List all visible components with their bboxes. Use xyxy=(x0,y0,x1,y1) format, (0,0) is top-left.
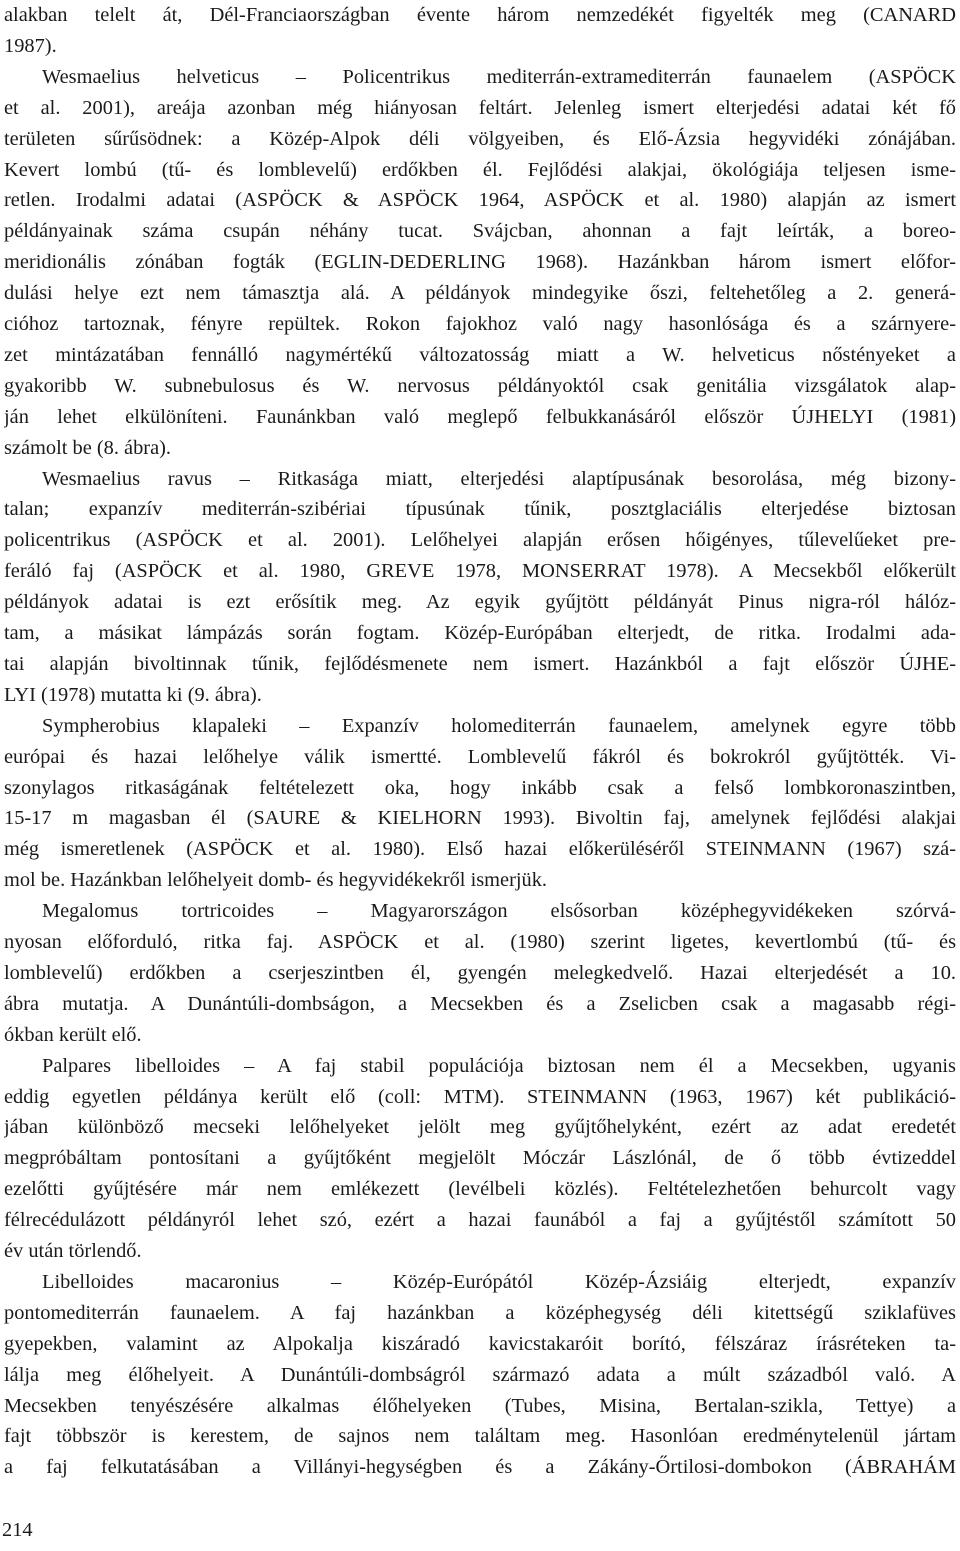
text-line: et al. 2001), areája azonban még hiányosan feltárt. Jelenleg ismert elterjedési adatai két fő xyxy=(4,96,956,119)
text-line: Wesmaelius helveticus – Policentrikus mediterrán-extramediterrán faunaelem (ASPÖCK xyxy=(42,65,956,88)
text-line: eddig egyetlen példánya került elő (coll: MTM). STEINMANN (1963, 1967) két publikáció- xyxy=(4,1085,956,1108)
text-line: Kevert lombú (tű- és lomblevelű) erdőkben él. Fejlődési alakjai, ökológiája teljesen isme- xyxy=(4,158,956,181)
text-line: tai alapján bivoltinnak tűnik, fejlődésmenete nem ismert. Hazánkból a fajt először ÚJHE- xyxy=(4,652,956,675)
text-line: talan; expanzív mediterrán-szibériai típusúnak tűnik, posztglaciális elterjedése biztosan xyxy=(4,498,956,521)
text-line: példányainak száma csupán néhány tucat. Svájcban, ahonnan a fajt leírták, a boreo- xyxy=(4,220,956,243)
text-line: lálja meg élőhelyeit. A Dunántúli-dombságról származó adata a múlt századból való. A xyxy=(4,1363,956,1386)
text-line: policentrikus (ASPÖCK et al. 2001). Lelőhelyei alapján erősen hőigényes, tűlevelűeket pre- xyxy=(4,529,956,552)
text-line: Wesmaelius ravus – Ritkasága miatt, elterjedési alaptípusának besorolása, még bizony- xyxy=(42,467,956,490)
text-line: gyakoribb W. subnebulosus és W. nervosus példányoktól csak genitália vizsgálatok alap- xyxy=(4,374,956,397)
text-line: mol be. Hazánkban lelőhelyeit domb- és hegyvidékekről ismerjük. xyxy=(4,869,548,892)
text-line: zet mintázatában fennálló nagymértékű változatosság miatt a W. helveticus nőstényeket a xyxy=(4,343,956,366)
text-line: 15-17 m magasban él (SAURE & KIELHORN 1993). Bivoltin faj, amelynek fejlődési alakjai xyxy=(4,807,956,830)
text-line: pontomediterrán faunaelem. A faj hazánkban a középhegység déli kitettségű sziklafüves xyxy=(4,1301,956,1324)
text-line: jában különböző mecseki lelőhelyeket jelölt meg gyűjtőhelyként, ezért az adat eredetét xyxy=(4,1116,956,1139)
text-line: alakban telelt át, Dél-Franciaországban évente három nemzedékét figyelték meg (CANARD xyxy=(4,4,956,26)
text-line: retlen. Irodalmi adatai (ASPÖCK & ASPÖCK 1964, ASPÖCK et al. 1980) alapján az ismert xyxy=(4,189,956,212)
text-line: ezelőtti gyűjtésére már nem emlékezett (levélbeli közlés). Feltételezhetően behurcolt vagy xyxy=(4,1178,956,1201)
text-line: gyepekben, valamint az Alpokalja kiszáradó kavicstakaróit borító, félszáraz írásréteken ta- xyxy=(4,1332,956,1355)
text-line: területen sűrűsödnek: a Közép-Alpok déli völgyeiben, és Elő-Ázsia hegyvidéki zónájában. xyxy=(4,127,956,150)
text-line: dulási helye ezt nem támasztja alá. A példányok mindegyike őszi, feltehetőleg a 2. generá- xyxy=(4,282,956,305)
text-line: Palpares libelloides – A faj stabil populációja biztosan nem él a Mecsekben, ugyanis xyxy=(42,1054,956,1077)
text-line: Megalomus tortricoides – Magyarországon elsősorban középhegyvidékeken szórvá- xyxy=(42,900,956,923)
text-line: szonylagos ritkaságának feltételezett oka, hogy inkább csak a felső lombkoronaszintben, xyxy=(4,776,956,799)
text-line: nyosan előforduló, ritka faj. ASPÖCK et al. (1980) szerint ligetes, kevertlombú (tű- és xyxy=(4,931,956,953)
text-line: félrecédulázott példányról lehet szó, ezért a hazai faunából a faj a gyűjtéstől számított 50 xyxy=(4,1209,956,1232)
text-line: Mecsekben tenyészésére alkalmas élőhelyeken (Tubes, Misina, Bertalan-szikla, Tettye) a xyxy=(4,1394,956,1417)
text-line: ján lehet elkülöníteni. Faunánkban való meglepő felbukkanásáról először ÚJHELYI (1981) xyxy=(4,405,956,428)
text-line: év után törlendő. xyxy=(4,1240,142,1262)
text-line: Sympherobius klapaleki – Expanzív holomediterrán faunaelem, amelynek egyre több xyxy=(42,714,956,737)
text-line: még ismeretlenek (ASPÖCK et al. 1980). Első hazai előkerüléséről STEINMANN (1967) szá- xyxy=(4,838,956,861)
text-line: példányok adatai is ezt erősítik meg. Az egyik gyűjtött példányát Pinus nigra-ról hálóz- xyxy=(4,591,956,614)
text-line: tam, a másikat lámpázás során fogtam. Közép-Európában elterjedt, de ritka. Irodalmi ada- xyxy=(4,622,956,644)
text-line: feráló faj (ASPÖCK et al. 1980, GREVE 1978, MONSERRAT 1978). A Mecsekből előkerült xyxy=(4,560,956,583)
text-line: cióhoz tartoznak, fényre repültek. Rokon fajokhoz való nagy hasonlósága és a szárnyere- xyxy=(4,313,956,335)
text-line: lomblevelű) erdőkben a cserjeszintben él, gyengén melegkedvelő. Hazai elterjedését a 10. xyxy=(4,961,956,984)
text-line: fajt többször is kerestem, de sajnos nem találtam meg. Hasonlóan eredménytelenül jártam xyxy=(4,1425,956,1448)
page-number: 214 xyxy=(2,1519,33,1541)
text-line: meridionális zónában fogták (EGLIN-DEDERLING 1968). Hazánkban három ismert előfor- xyxy=(4,251,956,274)
text-line: európai és hazai lelőhelye válik ismertté. Lomblevelű fákról és bokrokról gyűjtötték. Vi- xyxy=(4,745,956,768)
text-line: LYI (1978) mutatta ki (9. ábra). xyxy=(4,683,262,706)
text-line: számolt be (8. ábra). xyxy=(4,436,172,459)
text-line: megpróbáltam pontosítani a gyűjtőként megjelölt Móczár Lászlónál, de ő több évtizeddel xyxy=(4,1147,956,1170)
text-line: 1987). xyxy=(4,34,57,57)
text-line: ábra mutatja. A Dunántúli-dombságon, a Mecsekben és a Zselicben csak a magasabb régi- xyxy=(4,992,956,1015)
text-line: a faj felkutatásában a Villányi-hegységben és a Zákány-Őrtilosi-dombokon (ÁBRAHÁM xyxy=(4,1456,956,1479)
text-line: ókban került elő. xyxy=(4,1023,142,1046)
text-line: Libelloides macaronius – Közép-Európától Közép-Ázsiáig elterjedt, expanzív xyxy=(42,1270,956,1293)
